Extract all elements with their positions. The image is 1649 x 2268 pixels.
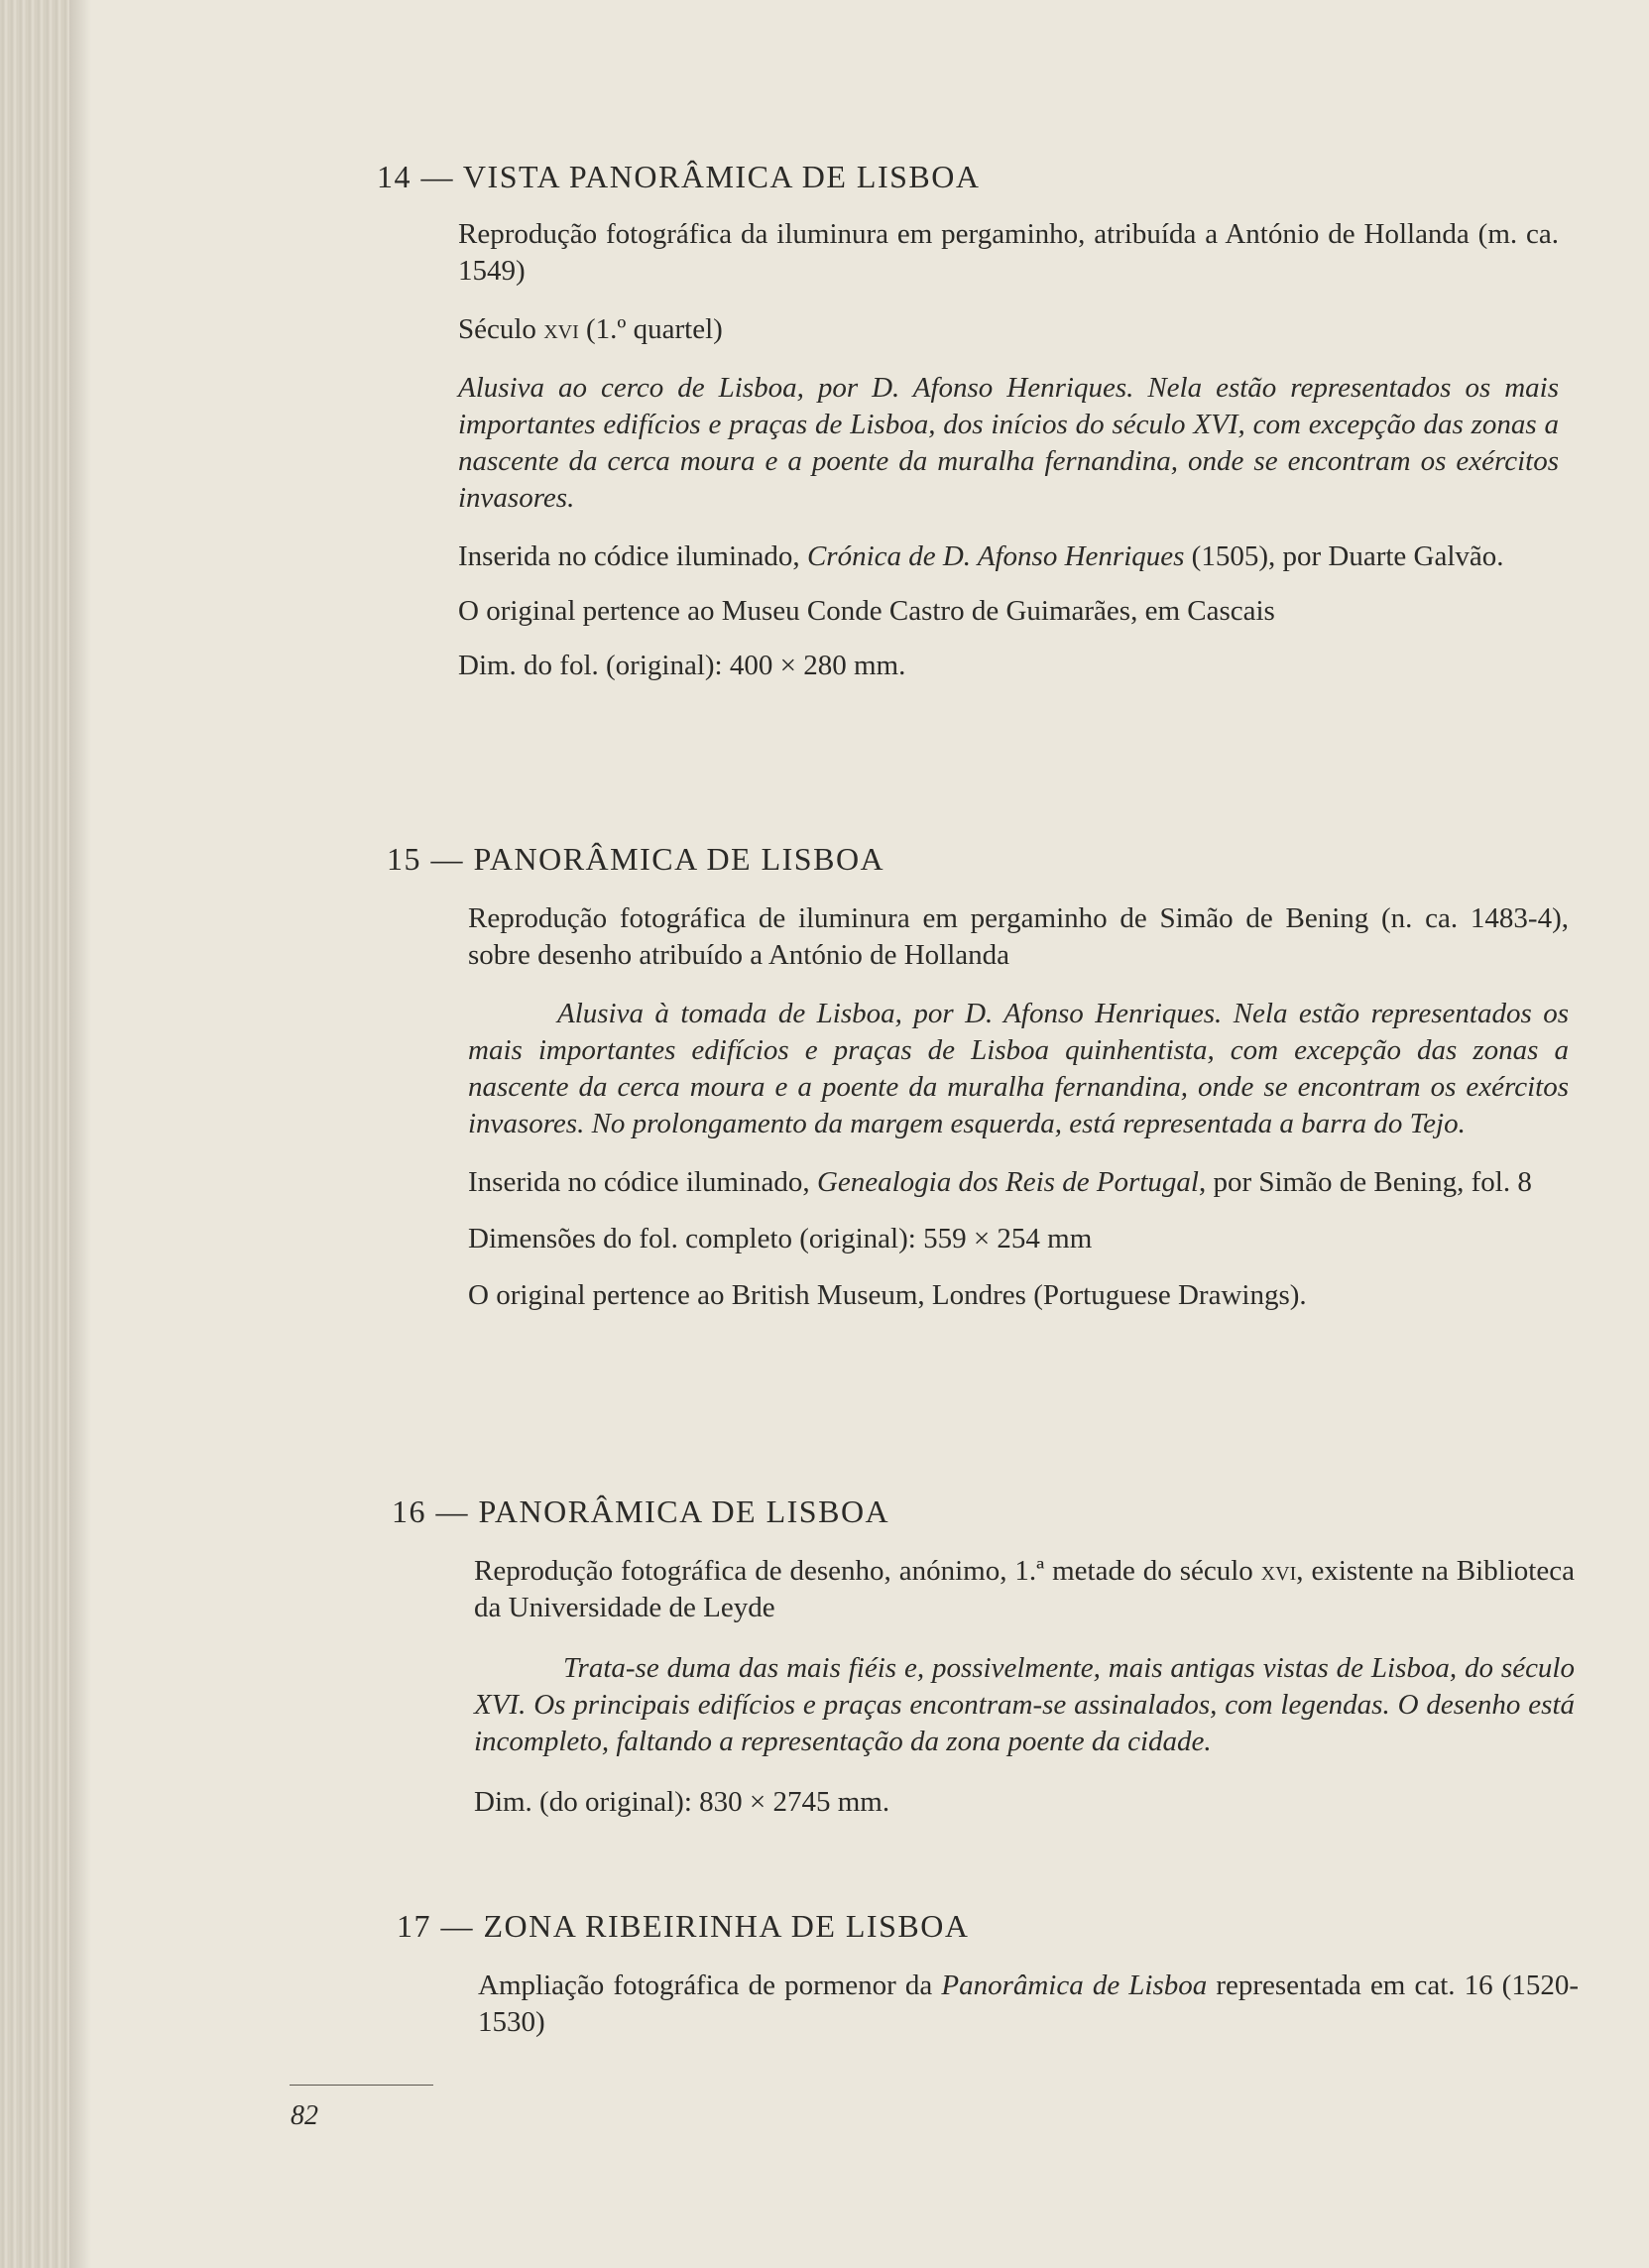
entry-14-title: 14 — VISTA PANORÂMICA DE LISBOA — [377, 159, 981, 194]
entry-17-description: Ampliação fotográfica de pormenor da Panorâmica de Lisboa representada em cat. 16 (1520-1530) — [478, 1970, 1579, 2038]
entry-15-body — [468, 900, 1569, 1314]
entry-17-title: 17 — ZONA RIBEIRINHA DE LISBOA — [397, 1908, 970, 1944]
entry-15-source: Inserida no códice iluminado, Genealogia dos Reis de Portugal, por Simão de Bening, fol. 8 — [468, 1166, 1532, 1198]
entry-14-owner: O original pertence ao Museu Conde Castro de Guimarães, em Cascais — [458, 595, 1275, 627]
entry-15-commentary: Alusiva à tomada de Lisboa, por D. Afonso Henriques. Nela estão representados os mais importantes edifícios e praças de Lisboa quinhentista, com excepção das zonas a nascente da cerca moura e a poente da muralha fernandina, onde se encontram os exércitos invasores. No prolongamento da margem esquerda, está representada a barra do Tejo. — [468, 998, 1569, 1139]
page-number: 82 — [291, 2100, 318, 2131]
footer-rule — [290, 2085, 433, 2086]
entry-14-dimensions: Dim. do fol. (original): 400 × 280 mm. — [458, 650, 906, 681]
entry-16-description: Reprodução fotográfica de desenho, anónimo, 1.ª metade do século xvi, existente na Biblioteca da Universidade de Leyde — [474, 1555, 1575, 1623]
entry-15-description: Reprodução fotográfica de iluminura em pergaminho de Simão de Bening (n. ca. 1483-4), sobre desenho atribuído a António de Hollanda — [468, 902, 1569, 971]
entry-14-source: Inserida no códice iluminado, Crónica de D. Afonso Henriques (1505), por Duarte Galvão. — [458, 540, 1504, 572]
entry-17-body — [478, 1968, 1579, 2041]
entry-15-title: 15 — PANORÂMICA DE LISBOA — [387, 841, 885, 877]
entry-14-body — [458, 216, 1559, 684]
entry-15-dimensions: Dimensões do fol. completo (original): 559 × 254 mm — [468, 1223, 1093, 1254]
entry-14-date: Século xvi (1.º quartel) — [458, 313, 723, 345]
entry-16-title: 16 — PANORÂMICA DE LISBOA — [392, 1493, 890, 1529]
entry-16-commentary: Trata-se duma das mais fiéis e, possivelmente, mais antigas vistas de Lisboa, do século XVI. Os principais edifícios e praças encontram-se assinalados, com legendas. O desenho está incompleto, faltando a representação da zona poente da cidade. — [474, 1652, 1575, 1757]
entry-14-description: Reprodução fotográfica da iluminura em pergaminho, atribuída a António de Hollanda (m. ca. 1549) — [458, 218, 1559, 287]
entry-14-commentary: Alusiva ao cerco de Lisboa, por D. Afonso Henriques. Nela estão representados os mais importantes edifícios e praças de Lisboa, dos inícios do século XVI, com excepção das zonas a nascente da cerca moura e a poente da muralha fernandina, onde se encontram os exércitos invasores. — [458, 372, 1559, 514]
entry-15-owner: O original pertence ao British Museum, Londres (Portuguese Drawings). — [468, 1279, 1307, 1311]
entry-16-body — [474, 1553, 1575, 1821]
entry-16-dimensions: Dim. (do original): 830 × 2745 mm. — [474, 1786, 890, 1818]
